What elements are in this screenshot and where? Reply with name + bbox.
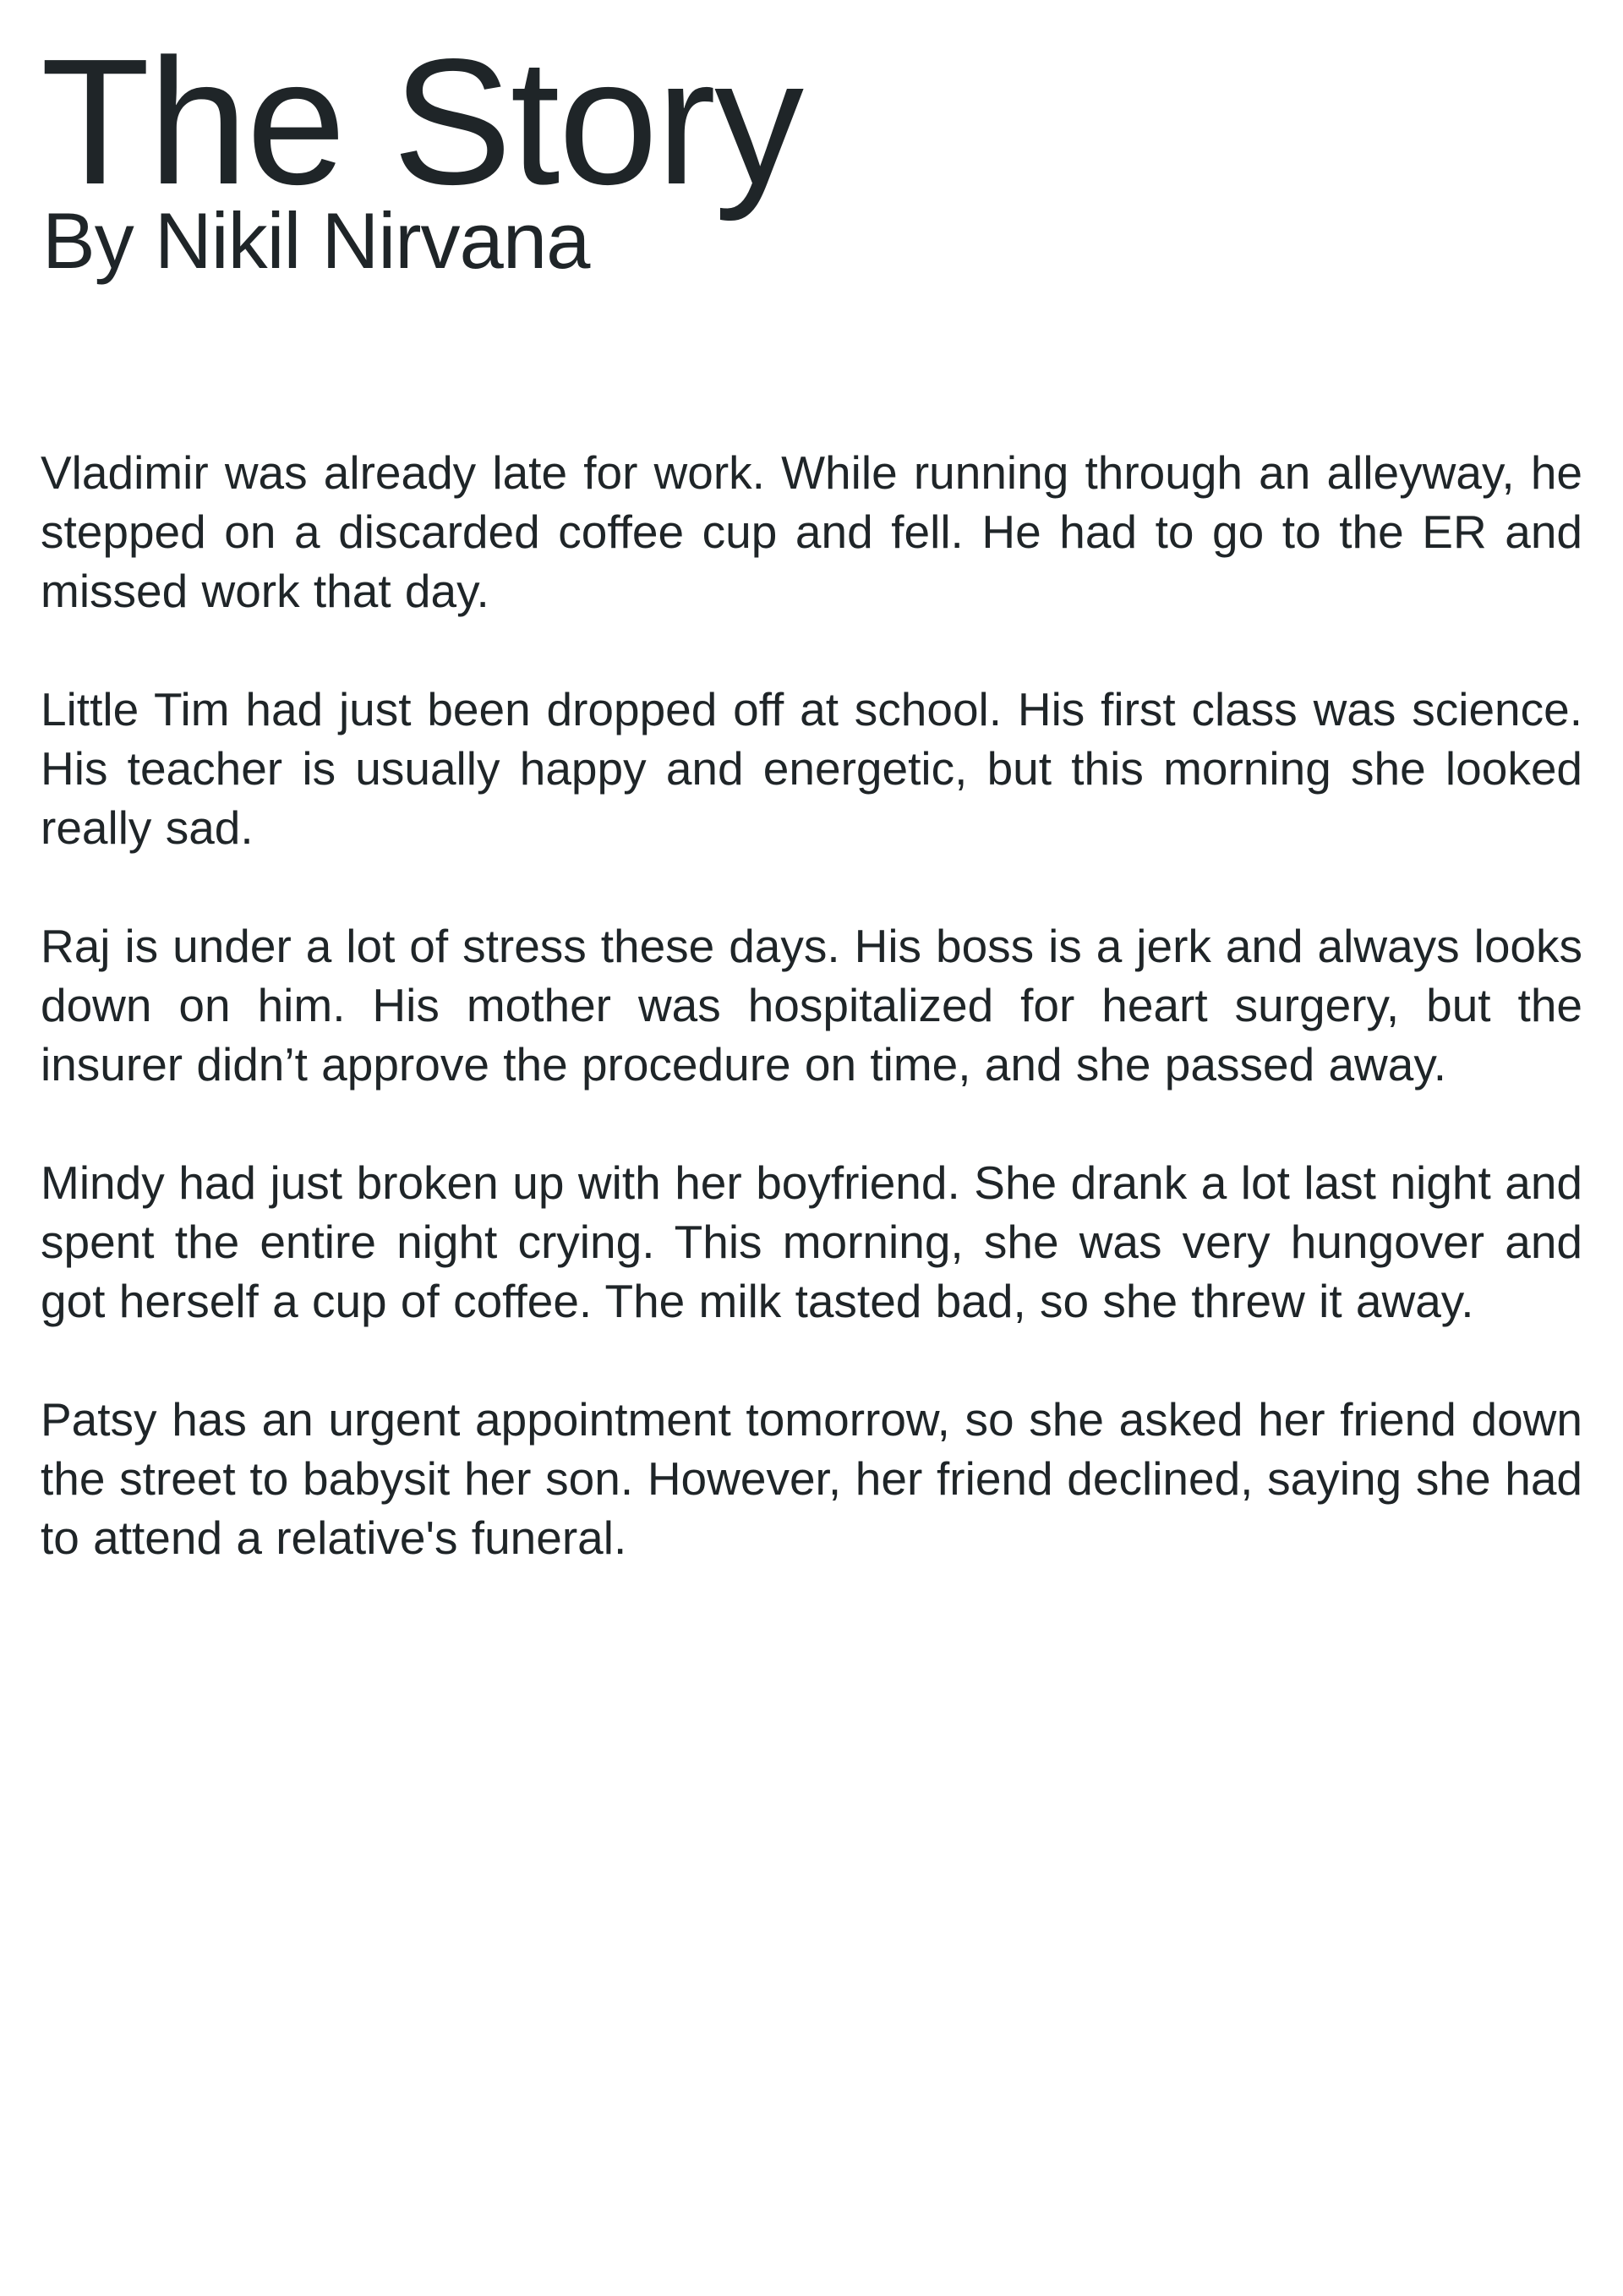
author-byline: By Nikil Nirvana bbox=[42, 196, 590, 285]
story-body bbox=[41, 443, 1582, 1567]
story-paragraph-vladimir: Vladimir was already late for work. While running through an alleyway, he stepped on a discarded coffee cup and fell. He had to go to the ER and missed work that day. bbox=[41, 446, 1582, 617]
story-paragraph-little-tim: Little Tim had just been dropped off at school. His first class was science. His teacher is usually happy and energetic, but this morning she looked really sad. bbox=[41, 683, 1582, 854]
story-paragraph-patsy: Patsy has an urgent appointment tomorrow, so she asked her friend down the street to babysit her son. However, her friend declined, saying she had to attend a relative's funeral. bbox=[41, 1393, 1582, 1564]
story-paragraph-mindy: Mindy had just broken up with her boyfriend. She drank a lot last night and spent the entire night crying. This morning, she was very hungover and got herself a cup of coffee. The milk tasted bad, so she threw it away. bbox=[41, 1156, 1582, 1327]
page-title: The Story bbox=[41, 21, 803, 221]
story-paragraph-raj: Raj is under a lot of stress these days. His boss is a jerk and always looks down on him. His mother was hospitalized for heart surgery, but the insurer didn’t approve the procedure on time, and she passed away. bbox=[41, 920, 1582, 1091]
